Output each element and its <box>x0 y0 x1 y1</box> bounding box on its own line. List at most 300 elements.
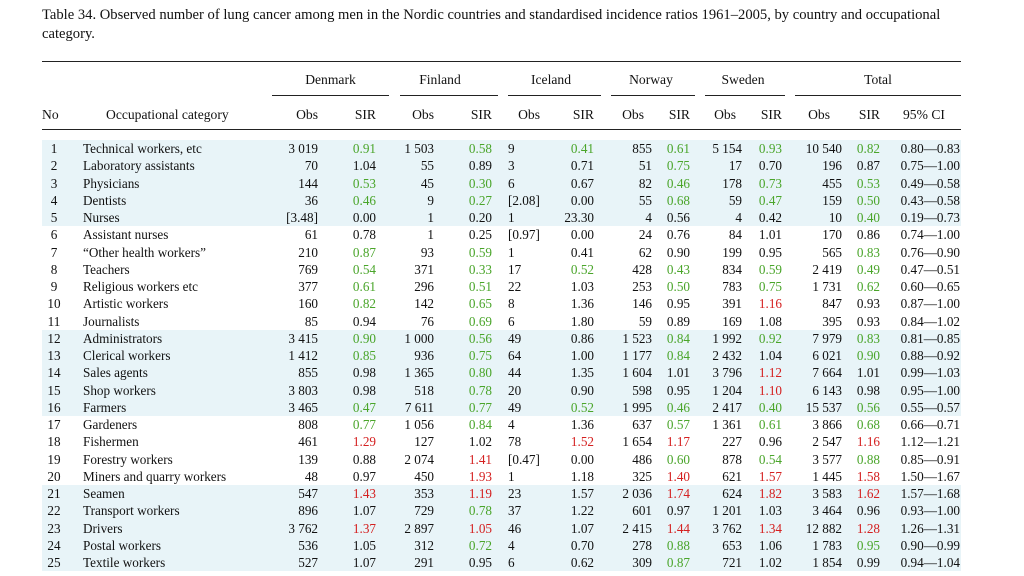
sir-cell: 0.87 <box>666 555 690 570</box>
obs-cell: 51 <box>638 158 652 174</box>
occupational-category: Seamen <box>83 486 125 501</box>
obs-cell: 2 074 <box>404 451 434 467</box>
ci-cell: 0.95—1.00 <box>900 382 960 398</box>
obs-cell: 78 <box>508 434 522 450</box>
sir-cell: 0.56 <box>666 210 690 225</box>
sir-cell: 0.40 <box>856 210 880 225</box>
column-header-no-sir: SIR <box>668 107 690 122</box>
obs-cell: 37 <box>508 503 522 519</box>
ci-cell: 0.47—0.51 <box>900 261 960 277</box>
obs-cell: 1 204 <box>712 382 742 398</box>
sir-cell: 0.33 <box>468 261 492 277</box>
sir-cell: 1.16 <box>758 296 782 312</box>
sir-cell: 0.60 <box>666 451 690 467</box>
sir-cell: 1.18 <box>570 468 594 484</box>
sir-cell: 0.95 <box>666 296 690 312</box>
sir-cell: 0.95 <box>468 555 492 570</box>
sir-cell: 0.47 <box>758 192 782 208</box>
column-header-dk-obs: Obs <box>296 107 318 122</box>
occupational-category: Teachers <box>83 261 130 277</box>
sir-cell: 0.87 <box>856 158 880 174</box>
obs-cell: 6 <box>508 313 515 329</box>
sir-cell: 0.40 <box>758 399 782 415</box>
ci-cell: 0.80—0.83 <box>900 141 960 156</box>
sir-cell: 1.03 <box>570 279 594 294</box>
obs-cell: 296 <box>414 279 434 294</box>
obs-cell: 1 412 <box>288 348 318 363</box>
row-number: 10 <box>47 296 61 312</box>
obs-cell: 4 <box>508 417 515 432</box>
sir-cell: 1.01 <box>666 365 690 381</box>
sir-cell: 1.01 <box>856 365 880 381</box>
obs-cell: 15 537 <box>805 399 842 415</box>
ci-cell: 0.88—0.92 <box>900 348 960 363</box>
row-number: 1 <box>50 141 58 156</box>
sir-cell: 0.00 <box>570 227 594 243</box>
sir-cell: 0.62 <box>570 555 594 570</box>
sir-cell: 0.59 <box>468 244 492 260</box>
row-number: 16 <box>47 399 61 415</box>
sir-cell: 1.29 <box>352 434 376 450</box>
ci-cell: 0.85—0.91 <box>900 451 960 467</box>
sir-cell: 0.58 <box>468 141 492 156</box>
row-number: 8 <box>50 261 58 277</box>
sir-cell: 0.82 <box>352 296 376 312</box>
occupational-category: Fishermen <box>83 434 139 450</box>
sir-cell: 0.56 <box>468 330 492 346</box>
row-number: 12 <box>47 330 61 346</box>
sir-cell: 1.19 <box>468 486 492 501</box>
occupational-category: Assistant nurses <box>83 227 169 243</box>
obs-cell: 325 <box>632 468 652 484</box>
obs-cell: 146 <box>632 296 652 312</box>
sir-cell: 0.93 <box>856 296 880 312</box>
obs-cell: 210 <box>298 244 318 260</box>
obs-cell: 6 021 <box>812 348 842 363</box>
obs-cell: 371 <box>414 261 434 277</box>
obs-cell: 8 <box>508 296 515 312</box>
obs-cell: 36 <box>304 192 318 208</box>
sir-cell: 0.56 <box>856 399 880 415</box>
column-header-category: Occupational category <box>106 107 229 122</box>
obs-cell: 461 <box>298 434 318 450</box>
sir-cell: 0.72 <box>468 537 492 553</box>
sir-cell: 0.97 <box>352 468 376 484</box>
obs-cell: 4 <box>508 537 515 553</box>
obs-cell: 3 577 <box>812 451 842 467</box>
sir-cell: 0.69 <box>468 313 492 329</box>
obs-cell: 142 <box>414 296 434 312</box>
obs-cell: 455 <box>822 175 842 191</box>
obs-cell: 5 154 <box>712 141 742 156</box>
obs-cell: 76 <box>420 313 434 329</box>
sir-cell: 1.04 <box>352 158 376 174</box>
sir-cell: 0.92 <box>758 330 782 346</box>
sir-cell: 0.59 <box>758 261 782 277</box>
obs-cell: 84 <box>728 227 742 243</box>
occupational-category: Clerical workers <box>83 348 171 363</box>
sir-cell: 1.03 <box>758 503 782 519</box>
obs-cell: 3 415 <box>288 330 318 346</box>
sir-cell: 0.93 <box>856 313 880 329</box>
obs-cell: 653 <box>722 537 742 553</box>
sir-cell: 0.85 <box>352 348 376 363</box>
group-header-norway: Norway <box>629 72 673 87</box>
sir-cell: 0.80 <box>468 365 492 381</box>
sir-cell: 0.53 <box>856 175 880 191</box>
row-number: 14 <box>47 365 61 381</box>
occupational-category: Drivers <box>83 520 123 536</box>
sir-cell: 0.42 <box>758 210 782 225</box>
ci-cell: 1.50—1.67 <box>900 468 960 484</box>
row-number: 17 <box>47 417 61 432</box>
column-header-total-obs: Obs <box>808 107 830 122</box>
obs-cell: 1 056 <box>404 417 434 432</box>
sir-cell: 1.02 <box>758 555 782 570</box>
sir-cell: 0.94 <box>352 313 376 329</box>
occupational-category: Shop workers <box>83 382 156 398</box>
obs-cell: 48 <box>304 468 318 484</box>
sir-cell: 1.82 <box>758 486 782 501</box>
obs-cell: 808 <box>298 417 318 432</box>
ci-cell: 0.55—0.57 <box>900 399 960 415</box>
sir-cell: 1.00 <box>570 348 594 363</box>
sir-cell: 0.90 <box>570 382 594 398</box>
group-header-iceland: Iceland <box>531 72 571 87</box>
sir-cell: 0.89 <box>666 313 690 329</box>
obs-cell: 59 <box>638 313 652 329</box>
obs-cell: [2.08] <box>508 192 540 208</box>
obs-cell: 428 <box>632 261 652 277</box>
obs-cell: 1 <box>427 210 434 225</box>
obs-cell: 1 445 <box>812 468 842 484</box>
obs-cell: 1 854 <box>812 555 842 570</box>
obs-cell: 624 <box>722 486 742 501</box>
obs-cell: 896 <box>298 503 318 519</box>
obs-cell: 2 417 <box>712 399 742 415</box>
obs-cell: 178 <box>722 175 742 191</box>
obs-cell: 721 <box>722 555 742 570</box>
sir-cell: 0.57 <box>666 417 690 432</box>
obs-cell: 1 654 <box>622 434 652 450</box>
obs-cell: 637 <box>632 417 652 432</box>
obs-cell: 601 <box>632 503 652 519</box>
obs-cell: 85 <box>304 313 318 329</box>
ci-cell: 0.93—1.00 <box>900 503 960 519</box>
sir-cell: 1.07 <box>570 520 594 536</box>
sir-cell: 1.58 <box>856 468 880 484</box>
sir-cell: 0.30 <box>468 175 492 191</box>
obs-cell: 59 <box>728 192 742 208</box>
sir-cell: 1.12 <box>758 365 782 381</box>
obs-cell: 24 <box>638 227 652 243</box>
occupational-category: Journalists <box>83 313 140 329</box>
obs-cell: 12 882 <box>805 520 842 536</box>
obs-cell: 855 <box>632 141 652 156</box>
sir-cell: 23.30 <box>564 210 594 225</box>
sir-cell: 0.88 <box>666 537 690 553</box>
row-number: 20 <box>47 468 61 484</box>
obs-cell: 1 995 <box>622 399 652 415</box>
group-header-denmark: Denmark <box>305 72 356 87</box>
sir-cell: 0.84 <box>468 417 492 432</box>
obs-cell: 1 604 <box>622 365 652 381</box>
sir-cell: 1.17 <box>666 434 690 450</box>
obs-cell: 1 <box>427 227 434 243</box>
ci-cell: 0.76—0.90 <box>900 244 960 260</box>
sir-cell: 0.75 <box>666 158 690 174</box>
sir-cell: 0.61 <box>352 279 376 294</box>
sir-cell: 1.22 <box>570 503 594 519</box>
sir-cell: 1.37 <box>352 520 376 536</box>
row-number: 15 <box>47 382 61 398</box>
obs-cell: 312 <box>414 537 434 553</box>
obs-cell: 1 503 <box>404 141 434 156</box>
sir-cell: 1.16 <box>856 434 880 450</box>
row-number: 6 <box>50 227 58 243</box>
row-number: 2 <box>50 158 58 174</box>
sir-cell: 1.04 <box>758 348 782 363</box>
sir-cell: 1.36 <box>570 296 594 312</box>
sir-cell: 1.57 <box>570 486 594 501</box>
obs-cell: 2 419 <box>812 261 842 277</box>
obs-cell: 49 <box>508 399 522 415</box>
obs-cell: 196 <box>822 158 842 174</box>
row-number: 19 <box>47 451 61 467</box>
sir-cell: 0.96 <box>856 503 880 519</box>
sir-cell: 1.35 <box>570 365 594 381</box>
occupational-category: “Other health workers” <box>83 244 207 260</box>
row-number: 11 <box>47 313 61 329</box>
obs-cell: 855 <box>298 365 318 381</box>
obs-cell: 55 <box>420 158 434 174</box>
obs-cell: 9 <box>427 192 434 208</box>
sir-cell: 0.91 <box>352 141 376 156</box>
sir-cell: 0.75 <box>758 279 782 294</box>
sir-cell: 0.00 <box>570 192 594 208</box>
sir-cell: 0.99 <box>856 555 880 570</box>
row-number: 22 <box>47 503 61 519</box>
sir-cell: 1.93 <box>468 468 492 484</box>
occupational-category: Farmers <box>83 399 127 415</box>
sir-cell: 1.01 <box>758 227 782 243</box>
sir-cell: 0.52 <box>570 399 594 415</box>
occupational-category: Artistic workers <box>83 296 169 312</box>
obs-cell: 598 <box>632 382 652 398</box>
ci-cell: 1.26—1.31 <box>900 520 960 536</box>
column-header-se-sir: SIR <box>760 107 782 122</box>
sir-cell: 0.73 <box>758 175 782 191</box>
obs-cell: 20 <box>508 382 522 398</box>
obs-cell: 834 <box>722 261 742 277</box>
obs-cell: 82 <box>638 175 652 191</box>
sir-cell: 0.76 <box>666 227 690 243</box>
obs-cell: 10 540 <box>805 141 842 156</box>
sir-cell: 1.34 <box>758 520 782 536</box>
sir-cell: 0.46 <box>666 399 690 415</box>
obs-cell: 199 <box>722 244 742 260</box>
sir-cell: 0.95 <box>856 537 880 553</box>
obs-cell: 17 <box>728 158 742 174</box>
obs-cell: 527 <box>298 555 318 570</box>
obs-cell: 160 <box>298 296 318 312</box>
obs-cell: 1 361 <box>712 417 742 432</box>
obs-cell: 1 523 <box>622 330 652 346</box>
sir-cell: 0.54 <box>758 451 782 467</box>
row-number: 13 <box>47 348 61 363</box>
obs-cell: 291 <box>414 555 434 570</box>
obs-cell: 377 <box>298 279 318 294</box>
obs-cell: 93 <box>420 244 434 260</box>
sir-cell: 0.53 <box>352 175 376 191</box>
sir-cell: 0.89 <box>468 158 492 174</box>
sir-cell: 0.62 <box>856 279 880 294</box>
occupational-category: Dentists <box>83 192 127 208</box>
ci-cell: 0.66—0.71 <box>900 417 960 432</box>
sir-cell: 0.78 <box>352 227 376 243</box>
sir-cell: 0.20 <box>468 210 492 225</box>
column-header-no: No <box>42 107 59 122</box>
sir-cell: 1.41 <box>468 451 492 467</box>
sir-cell: 0.50 <box>666 279 690 294</box>
obs-cell: 3 <box>508 158 515 174</box>
sir-cell: 0.78 <box>468 503 492 519</box>
obs-cell: 127 <box>414 434 434 450</box>
obs-cell: 391 <box>722 296 742 312</box>
sir-cell: 1.57 <box>758 468 782 484</box>
obs-cell: 769 <box>298 261 318 277</box>
sir-cell: 0.27 <box>468 192 492 208</box>
sir-cell: 1.40 <box>666 468 690 484</box>
sir-cell: 0.93 <box>758 141 782 156</box>
obs-cell: 159 <box>822 192 842 208</box>
obs-cell: 62 <box>638 244 652 260</box>
obs-cell: 547 <box>298 486 318 501</box>
ci-cell: 0.60—0.65 <box>900 279 960 294</box>
obs-cell: 486 <box>632 451 652 467</box>
occupational-category: Laboratory assistants <box>83 158 195 174</box>
obs-cell: 2 036 <box>622 486 652 501</box>
sir-cell: 0.86 <box>570 330 594 346</box>
sir-cell: 0.83 <box>856 244 880 260</box>
sir-cell: 1.28 <box>856 520 880 536</box>
obs-cell: 253 <box>632 279 652 294</box>
obs-cell: 17 <box>508 261 522 277</box>
occupational-category: Postal workers <box>83 537 162 553</box>
sir-cell: 0.54 <box>352 261 376 277</box>
sir-cell: 0.90 <box>352 330 376 346</box>
obs-cell: 6 143 <box>812 382 842 398</box>
occupational-category: Miners and quarry workers <box>83 468 227 484</box>
sir-cell: 0.83 <box>856 330 880 346</box>
sir-cell: 0.68 <box>856 417 880 432</box>
sir-cell: 1.05 <box>352 537 376 553</box>
ci-cell: 1.12—1.21 <box>900 434 960 450</box>
obs-cell: 7 979 <box>812 330 842 346</box>
sir-cell: 1.06 <box>758 537 782 553</box>
row-number: 25 <box>47 555 61 570</box>
occupational-category: Technical workers, etc <box>83 141 202 156</box>
sir-cell: 0.77 <box>352 417 376 432</box>
obs-cell: 565 <box>822 244 842 260</box>
row-number: 21 <box>47 486 61 501</box>
obs-cell: 783 <box>722 279 742 294</box>
sir-cell: 1.10 <box>758 382 782 398</box>
sir-cell: 0.82 <box>856 141 880 156</box>
obs-cell: 536 <box>298 537 318 553</box>
obs-cell: 23 <box>508 486 522 501</box>
sir-cell: 0.70 <box>758 158 782 174</box>
sir-cell: 0.46 <box>666 175 690 191</box>
sir-cell: 1.74 <box>666 486 690 501</box>
obs-cell: 70 <box>304 158 318 174</box>
sir-cell: 0.84 <box>666 330 690 346</box>
sir-cell: 0.68 <box>666 192 690 208</box>
obs-cell: 169 <box>722 313 742 329</box>
column-header-is-obs: Obs <box>518 107 540 122</box>
obs-cell: 4 <box>735 210 742 225</box>
sir-cell: 0.71 <box>570 158 594 174</box>
sir-cell: 1.80 <box>570 313 594 329</box>
obs-cell: 3 464 <box>812 503 842 519</box>
sir-cell: 1.05 <box>468 520 492 536</box>
sir-cell: 0.46 <box>352 192 376 208</box>
sir-cell: 0.88 <box>856 451 880 467</box>
obs-cell: 46 <box>508 520 522 536</box>
group-header-finland: Finland <box>419 72 461 87</box>
obs-cell: 3 803 <box>288 382 318 398</box>
ci-cell: 0.94—1.04 <box>900 555 960 570</box>
obs-cell: 4 <box>645 210 652 225</box>
obs-cell: 1 201 <box>712 503 742 519</box>
row-number: 5 <box>50 210 58 225</box>
occupational-category: Administrators <box>83 330 163 346</box>
row-number: 3 <box>50 175 58 191</box>
obs-cell: 61 <box>304 227 318 243</box>
row-number: 9 <box>50 279 58 294</box>
obs-cell: 64 <box>508 348 522 363</box>
occupational-category: Textile workers <box>83 555 166 570</box>
obs-cell: 144 <box>298 175 318 191</box>
sir-cell: 0.65 <box>468 296 492 312</box>
sir-cell: 0.00 <box>570 451 594 467</box>
column-header-se-obs: Obs <box>714 107 736 122</box>
sir-cell: 0.86 <box>856 227 880 243</box>
sir-cell: 1.62 <box>856 486 880 501</box>
obs-cell: [3.48] <box>286 210 318 225</box>
sir-cell: 0.75 <box>468 348 492 363</box>
obs-cell: 621 <box>722 468 742 484</box>
obs-cell: 1 000 <box>404 330 434 346</box>
obs-cell: 278 <box>632 537 652 553</box>
row-number: 18 <box>47 434 61 450</box>
occupational-category: Transport workers <box>83 503 180 519</box>
occupational-category: Religious workers etc <box>83 279 198 294</box>
sir-cell: 0.77 <box>468 399 492 415</box>
sir-cell: 0.96 <box>758 434 782 450</box>
obs-cell: 44 <box>508 365 522 381</box>
ci-cell: 0.19—0.73 <box>900 210 960 225</box>
column-header-ci: 95% CI <box>903 107 945 122</box>
sir-cell: 0.50 <box>856 192 880 208</box>
obs-cell: 1 <box>508 210 515 225</box>
ci-cell: 0.43—0.58 <box>900 192 960 208</box>
obs-cell: 3 796 <box>712 365 742 381</box>
obs-cell: 936 <box>414 348 434 363</box>
column-header-total-sir: SIR <box>858 107 880 122</box>
column-header-fi-sir: SIR <box>470 107 492 122</box>
obs-cell: 3 762 <box>288 520 318 536</box>
